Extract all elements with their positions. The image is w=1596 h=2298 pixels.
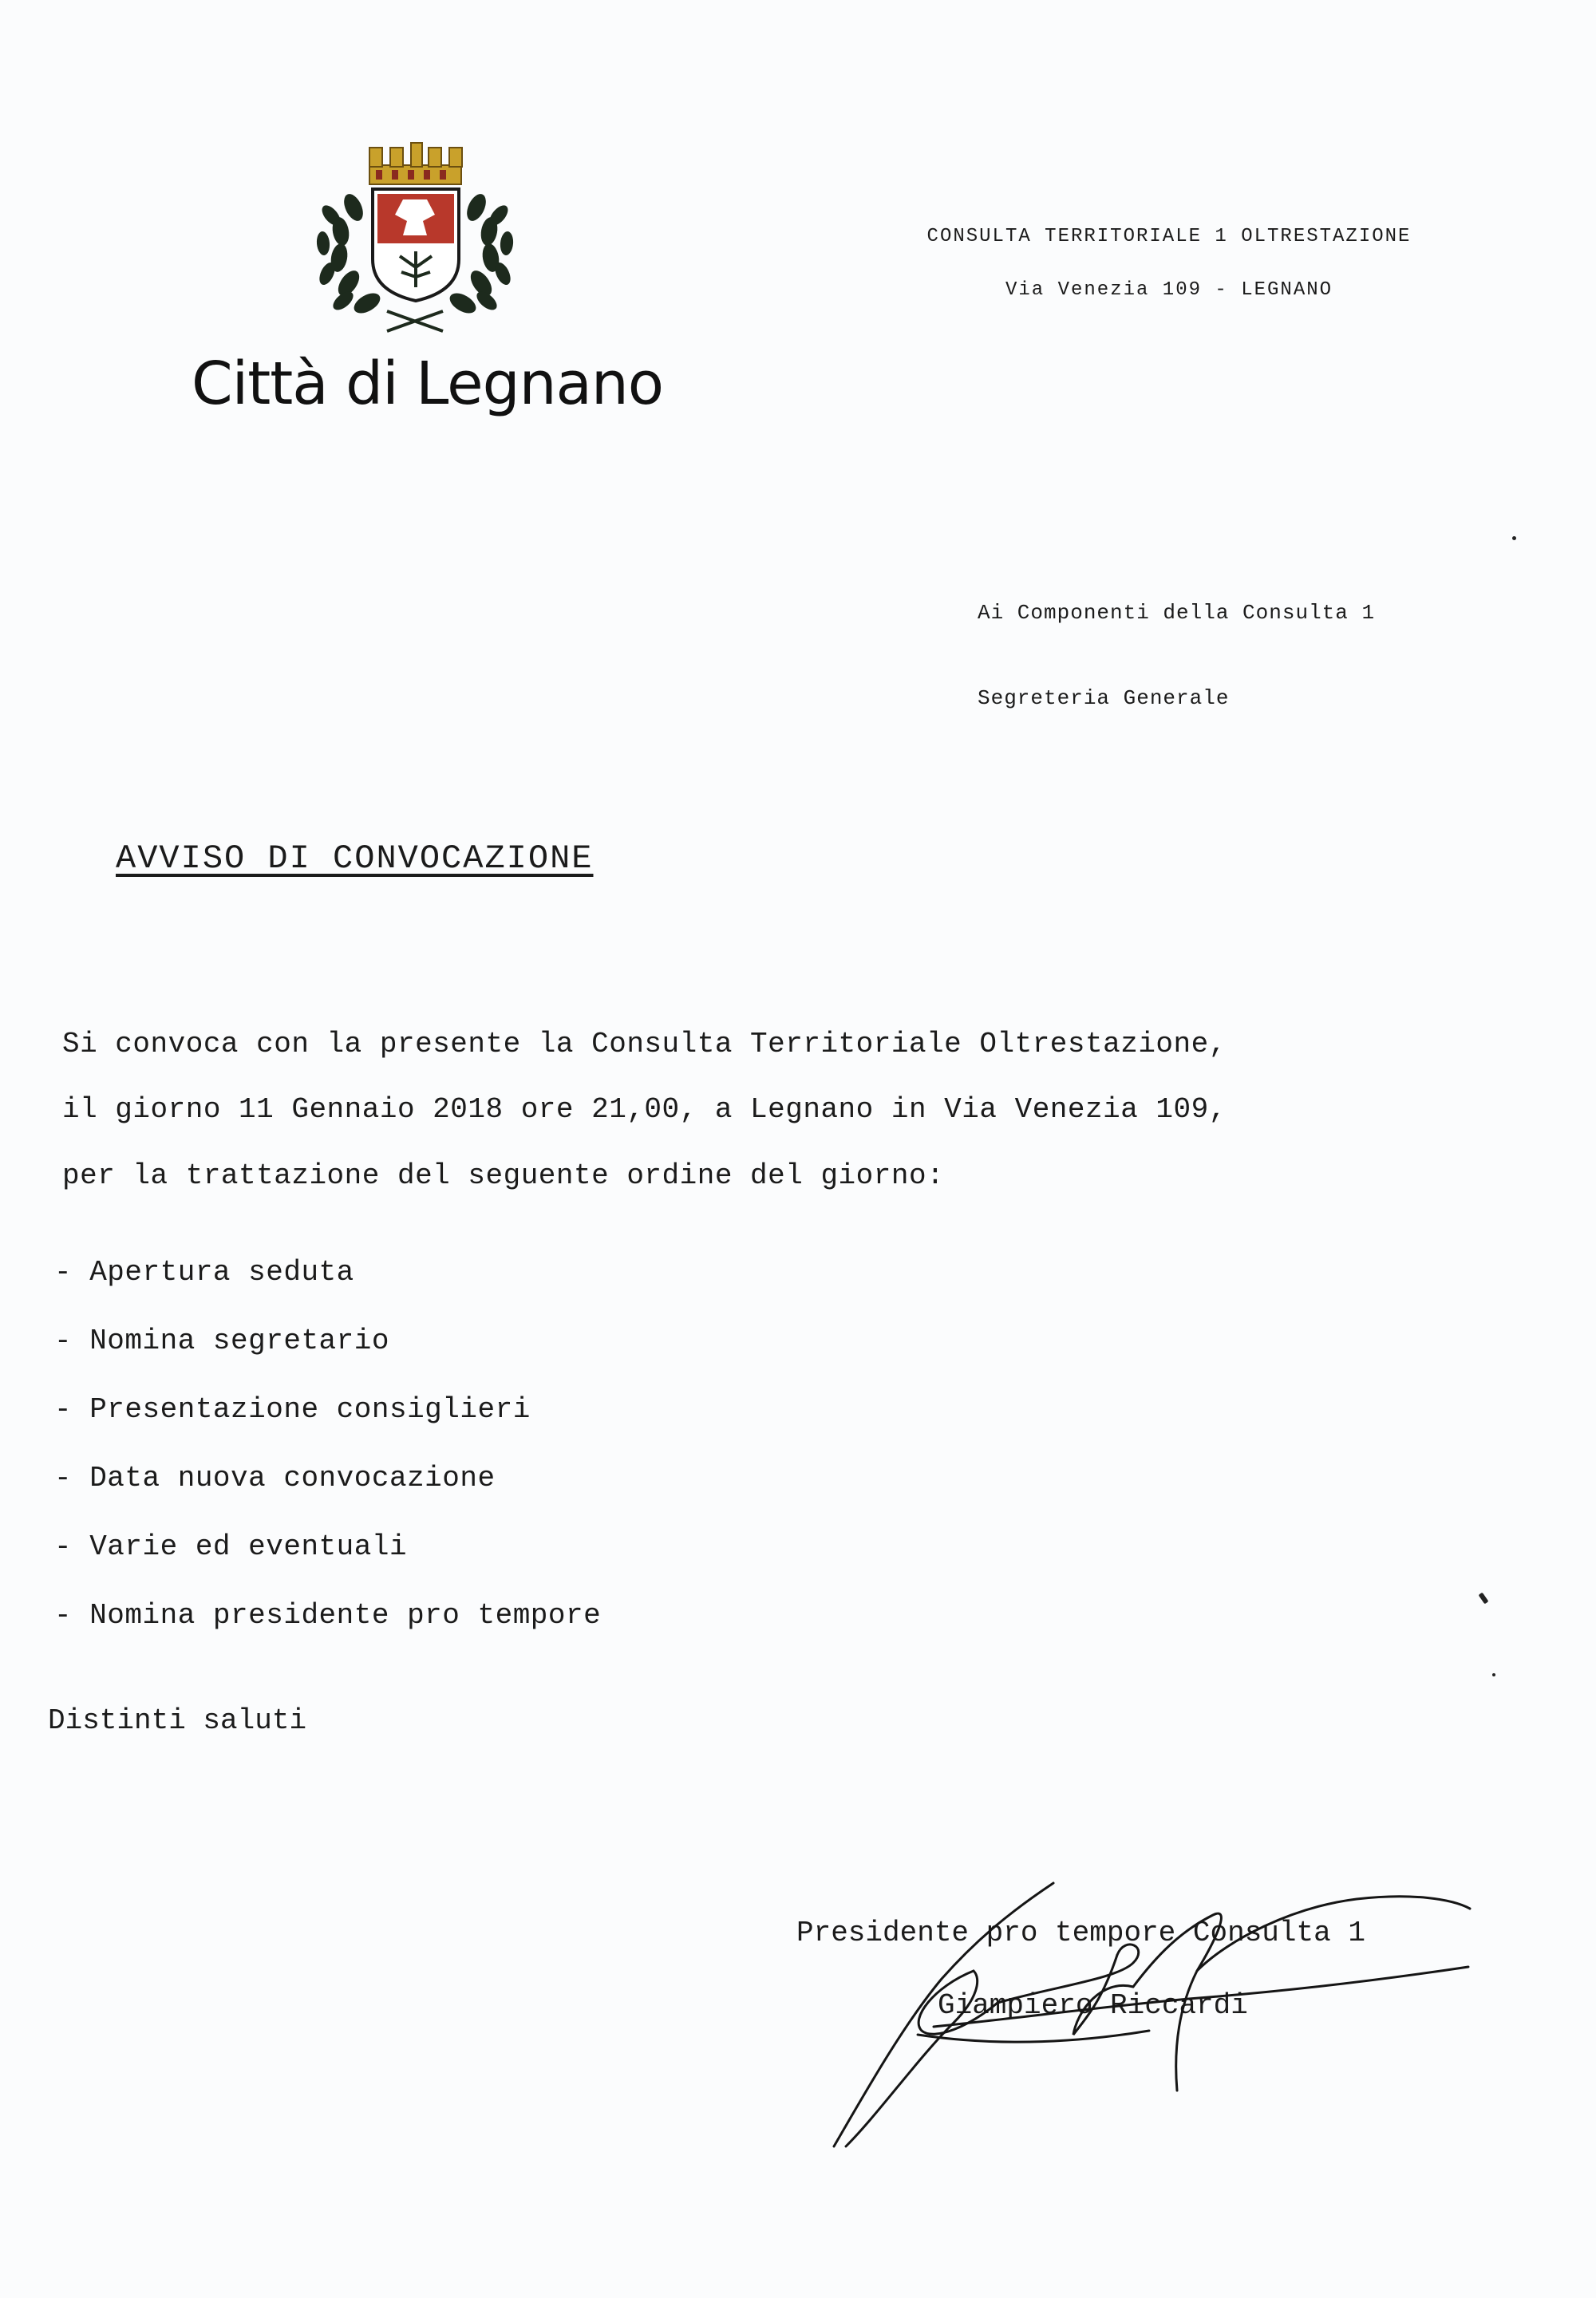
sender-address: Via Venezia 109 - LEGNANO [1005,279,1333,301]
recipient-line: Segreteria Generale [978,686,1230,710]
agenda-item: - Data nuova convocazione [54,1462,496,1494]
sender-name: CONSULTA TERRITORIALE 1 OLTRESTAZIONE [926,226,1412,247]
agenda-item: - Apertura seduta [54,1256,354,1289]
body-text-line: Si convoca con la presente la Consulta Territoriale Oltrestazione, [62,1028,1227,1060]
legnano-coat-of-arms-icon [307,132,523,343]
body-text-line: il giorno 11 Gennaio 2018 ore 21,00, a Legnano in Via Venezia 109, [62,1093,1227,1126]
scan-speck [1512,536,1516,540]
agenda-list [54,1256,601,1668]
closing-salutation: Distinti saluti [48,1704,307,1737]
agenda-item: - Nomina presidente pro tempore [54,1599,602,1632]
recipient-line: Ai Componenti della Consulta 1 [978,601,1376,625]
agenda-item: - Varie ed eventuali [54,1530,408,1563]
scan-speck [1492,1673,1495,1676]
document-title: AVVISO DI CONVOCAZIONE [116,839,594,878]
agenda-item: - Nomina segretario [54,1325,389,1357]
agenda-item: - Presentazione consiglieri [54,1393,531,1426]
city-name: Città di Legnano [192,349,664,418]
body-text-line: per la trattazione del seguente ordine del giorno: [62,1159,945,1192]
handwritten-signature [814,1859,1492,2162]
signatory-role: Presidente pro tempore Consulta 1 [796,1917,1365,1949]
signatory-name: Giampiero Riccardi [938,1989,1248,2022]
scan-speck [1479,1593,1489,1605]
